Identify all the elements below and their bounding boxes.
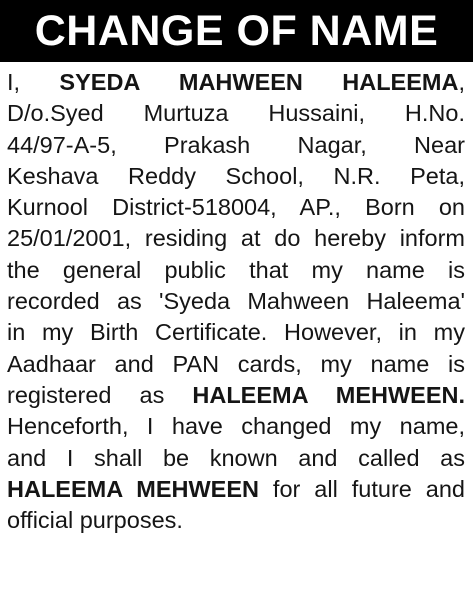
text-run: the general public that my name is	[7, 256, 465, 283]
notice-line	[7, 98, 465, 129]
text-run: ,	[458, 69, 465, 95]
new-name: HALEEMA MEHWEEN	[7, 475, 259, 502]
notice-header	[0, 0, 473, 62]
new-name: HALEEMA MEHWEEN.	[192, 381, 465, 408]
notice-line	[7, 443, 465, 474]
text-run: recorded as 'Syeda Mahween Haleema'	[7, 288, 465, 315]
notice-line	[7, 223, 465, 254]
text-run: for all future and	[258, 475, 465, 502]
text-run: registered as	[7, 381, 193, 408]
notice-line	[7, 505, 465, 536]
notice-title: CHANGE OF NAME	[34, 6, 439, 55]
text-run: Keshava Reddy School, N.R. Peta,	[7, 162, 465, 189]
text-run: I,	[7, 69, 60, 95]
applicant-name: SYEDA MAHWEEN HALEEMA	[59, 69, 459, 95]
text-run: Aadhaar and PAN cards, my name is	[7, 350, 465, 377]
text-run: Kurnool District-518004, AP., Born on	[7, 194, 465, 221]
notice-line	[7, 192, 465, 223]
notice-body	[7, 67, 465, 536]
text-run: in my Birth Certificate. However, in my	[7, 319, 465, 346]
notice-line	[7, 67, 465, 98]
text-run: D/o.Syed Murtuza Hussaini, H.No.	[7, 100, 465, 127]
notice-line	[7, 317, 465, 348]
notice-line	[7, 349, 465, 380]
text-run: 25/01/2001, residing at do hereby inform	[7, 225, 465, 252]
notice-line	[7, 130, 465, 161]
text-run: Henceforth, I have changed my name,	[7, 413, 465, 440]
notice-line	[7, 411, 465, 442]
notice-line	[7, 255, 465, 286]
notice-line	[7, 286, 465, 317]
notice-line	[7, 380, 465, 411]
text-run: 44/97-A-5, Prakash Nagar, Near	[7, 131, 465, 158]
text-run: and I shall be known and called as	[7, 444, 465, 471]
text-run: official purposes.	[7, 507, 183, 534]
notice-line	[7, 161, 465, 192]
notice-line	[7, 474, 465, 505]
